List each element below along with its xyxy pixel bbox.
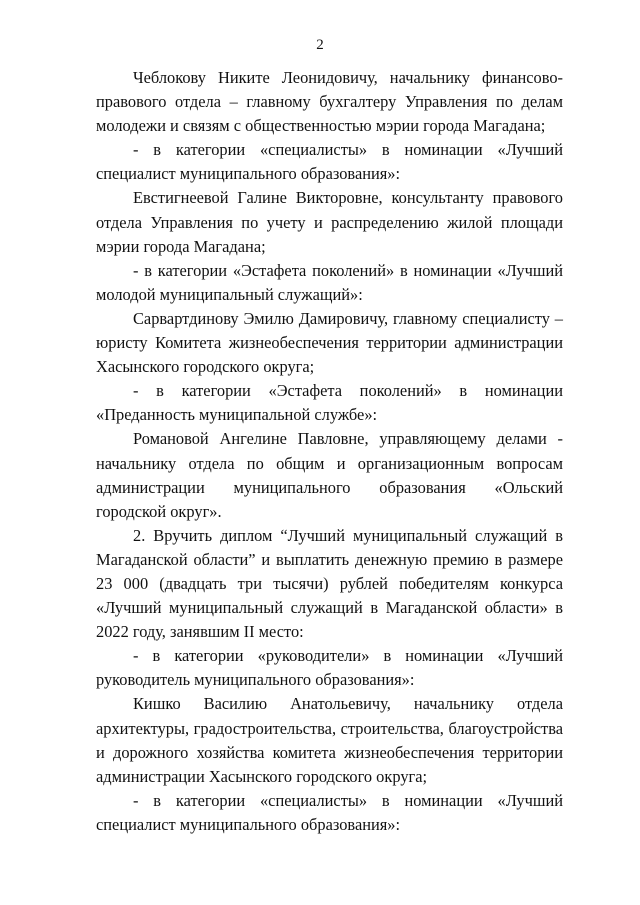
paragraph-recipient-sarvartdinov: Сарвартдинову Эмилю Дамировичу, главному специалисту – юристу Комитета жизнеобеспечения территории администрации Хасынского городского округа; xyxy=(96,308,563,377)
paragraph-item-2-award: 2. Вручить диплом “Лучший муниципальный служащий в Магаданской области” и выплатить денежную премию в размере 23 000 (двадцать три тысячи) рублей победителям конкурса «Лучший муниципальный служащий в Магаданской области» в 2022 году, занявшим II место: xyxy=(96,525,563,642)
paragraph-recipient-cheblokov: Чеблокову Никите Леонидовичу, начальнику финансово-правового отдела – главному бухгалтеру Управления по делам молодежи и связям с общественностью мэрии города Магадана; xyxy=(96,68,563,136)
paragraph-category-specialists: - в категории «специалисты» в номинации «Лучший специалист муниципального образования»: xyxy=(96,140,563,184)
paragraph-category-devotion: - в категории «Эстафета поколений» в номинации «Преданность муниципальной службе»: xyxy=(96,381,563,425)
paragraph-recipient-kishko: Кишко Василию Анатольевичу, начальнику отдела архитектуры, градостроительства, строительства, благоустройства и дорожного хозяйства комитета жизнеобеспечения территории администрации Хасынского городского округа; xyxy=(96,694,563,786)
paragraph-recipient-romanova: Романовой Ангелине Павловне, управляющему делами - начальнику отдела по общим и организационным вопросам администрации муниципального образования «Ольский городской округ». xyxy=(96,429,563,521)
page-number: 2 xyxy=(316,37,324,53)
paragraph-category-specialists-2: - в категории «специалисты» в номинации «Лучший специалист муниципального образования»: xyxy=(96,790,563,834)
document-body xyxy=(96,66,563,837)
paragraph-recipient-evstigneeva: Евстигнеевой Галине Викторовне, консультанту правового отдела Управления по учету и распределению жилой площади мэрии города Магадана; xyxy=(96,188,563,256)
paragraph-category-young-servant: - в категории «Эстафета поколений» в номинации «Лучший молодой муниципальный служащий»: xyxy=(96,260,563,304)
paragraph-category-leaders: - в категории «руководители» в номинации «Лучший руководитель муниципального образования»: xyxy=(96,646,563,690)
